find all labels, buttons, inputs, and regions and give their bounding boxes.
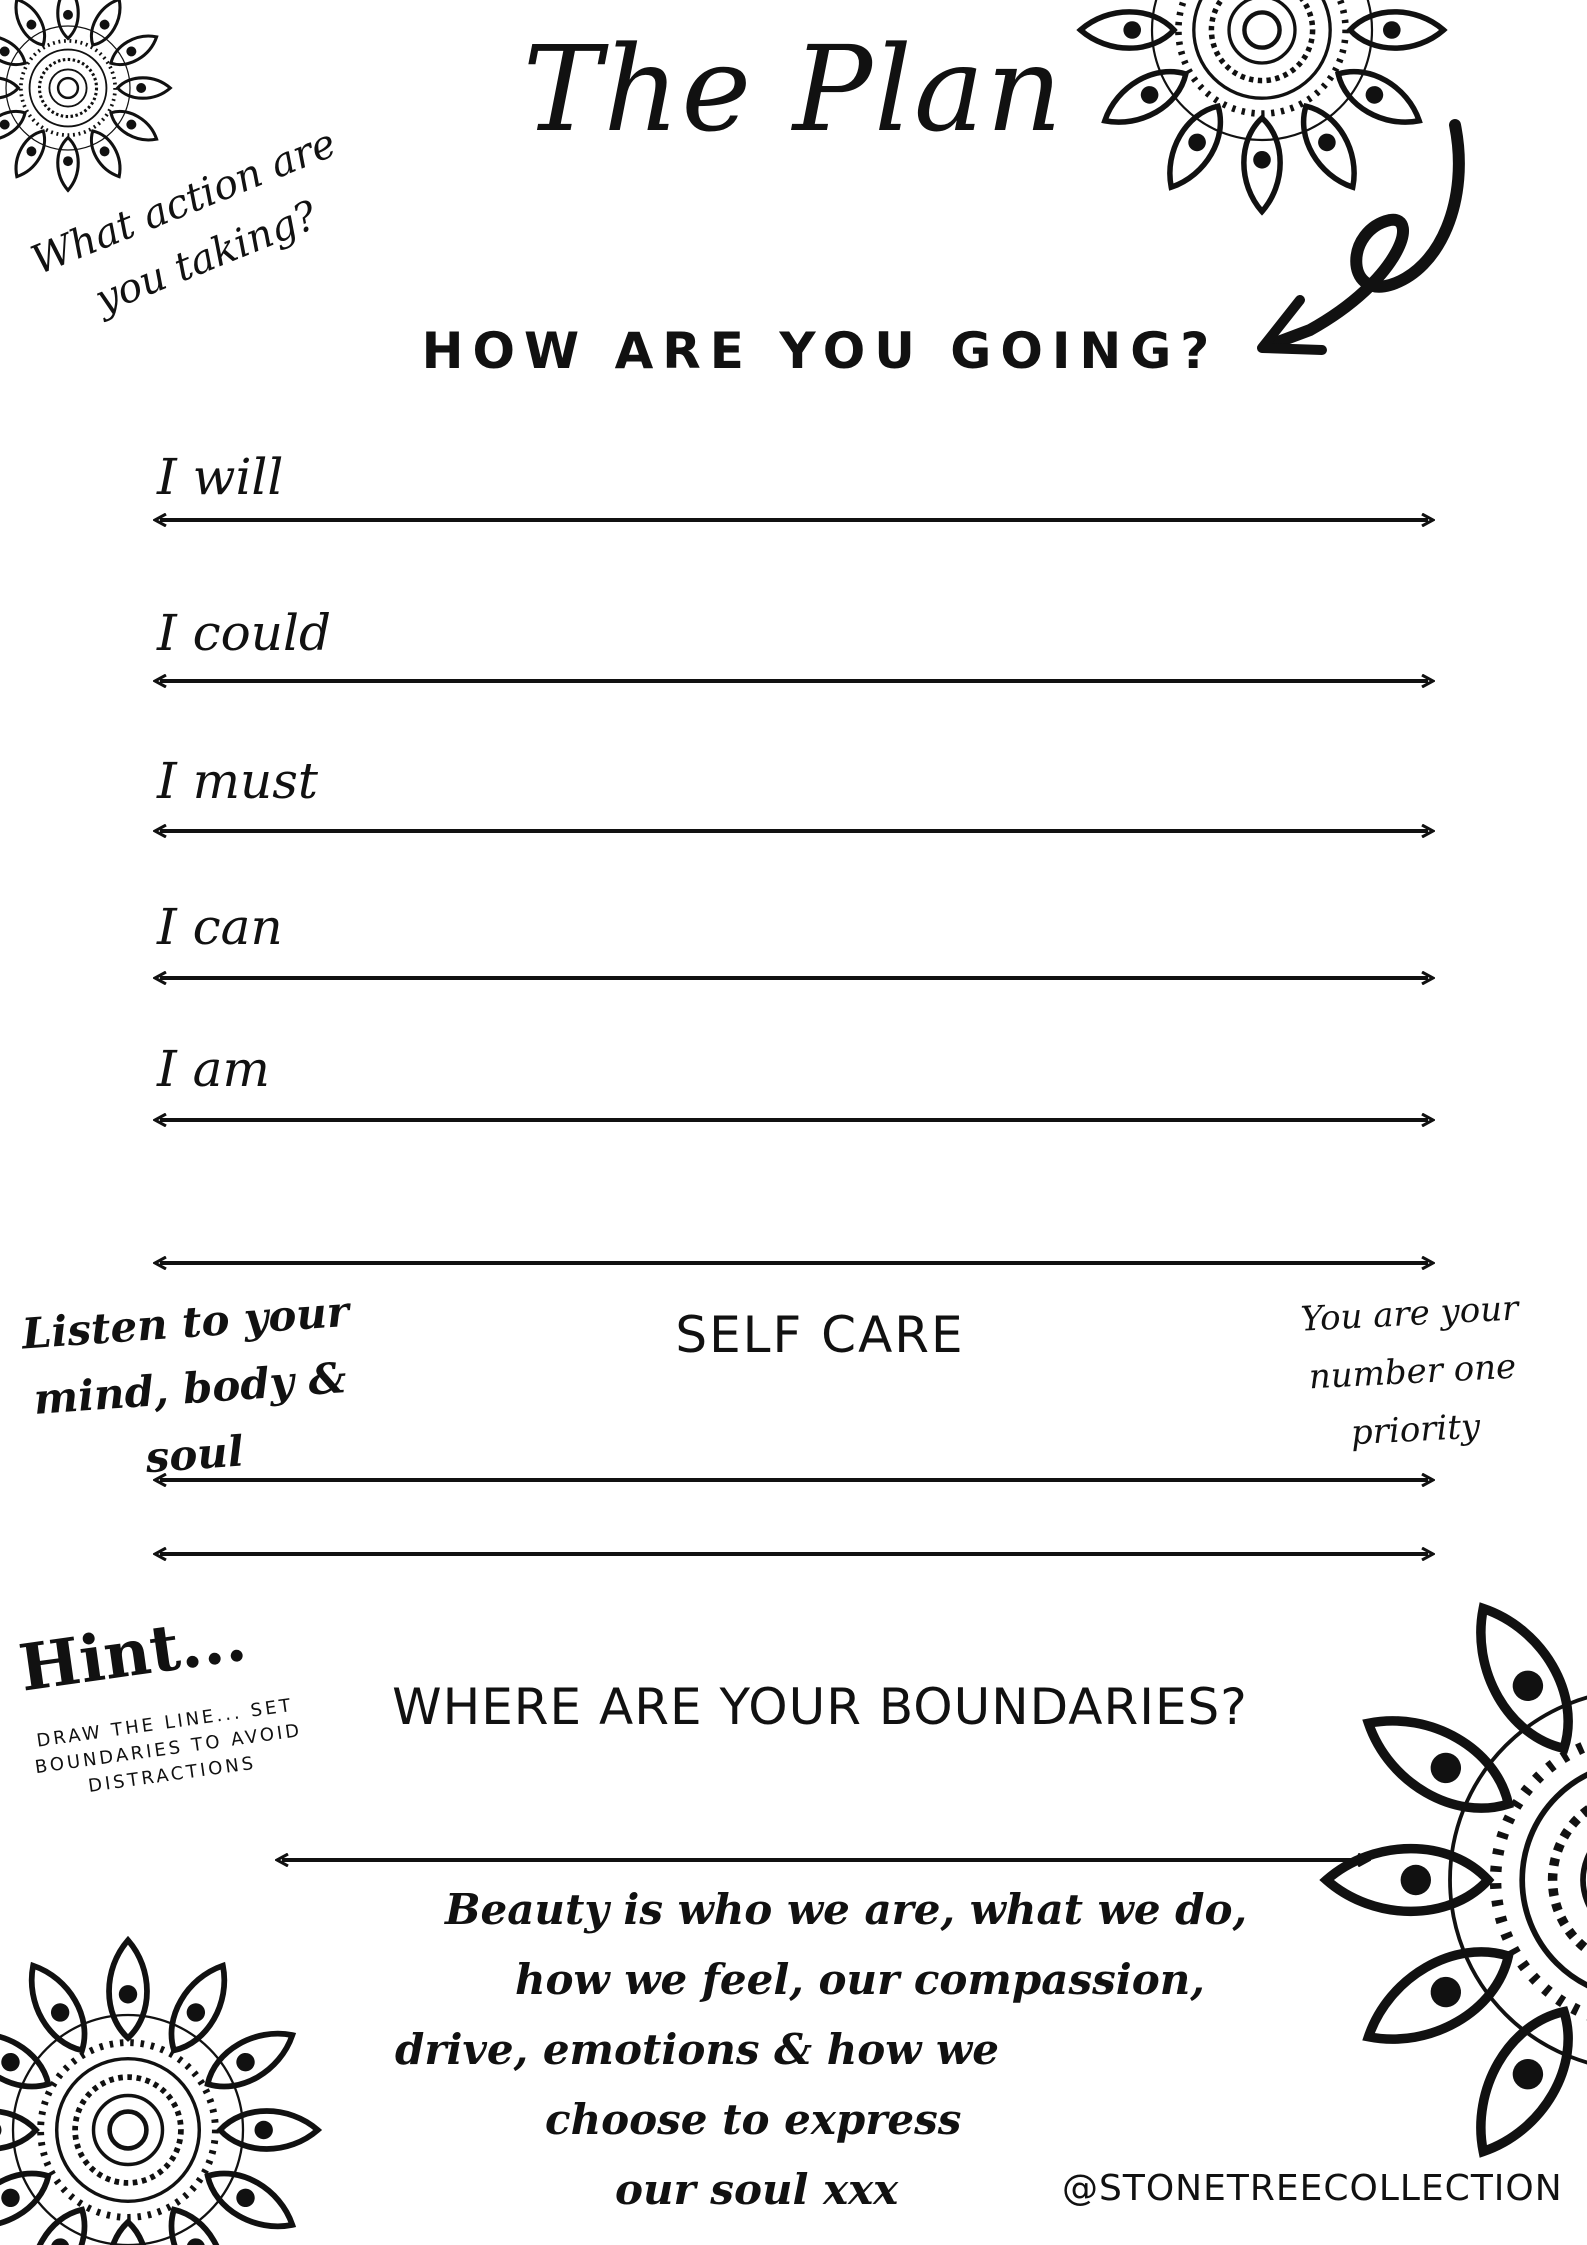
curved-arrow-icon: [1262, 125, 1459, 350]
hint-title: Hint...: [14, 1600, 251, 1707]
line-label-could: I could: [157, 604, 331, 662]
quote-line: drive, emotions & how we: [395, 2025, 999, 2074]
line-label-am: I am: [157, 1040, 270, 1098]
mandala-bottom-left-icon: [0, 1940, 318, 2245]
left-note: Listen to your mind, body & soul: [20, 1286, 351, 1483]
page-title: The Plan: [522, 20, 1065, 158]
hint-text: DRAW THE LINE... SET BOUNDARIES TO AVOID DISTRACTIONS: [33, 1694, 304, 1797]
quote: [395, 1875, 1248, 2225]
heading-boundaries: WHERE ARE YOUR BOUNDARIES?: [392, 1678, 1248, 1736]
top-note: What action are you taking?: [25, 120, 343, 324]
line-label-will: I will: [157, 448, 284, 506]
line-label-must: I must: [157, 752, 319, 810]
heading-self-care: SELF CARE: [675, 1306, 965, 1364]
quote-line: our soul xxx: [615, 2165, 899, 2214]
quote-line: Beauty is who we are, what we do,: [445, 1885, 1248, 1934]
brand-handle: @STONETREECOLLECTION: [1062, 2168, 1563, 2209]
quote-line: how we feel, our compassion,: [515, 1955, 1205, 2004]
heading-how-are-you-going: HOW ARE YOU GOING?: [421, 322, 1219, 380]
quote-line: choose to express: [545, 2095, 962, 2144]
mandala-bottom-right-icon: [1327, 1567, 1587, 2194]
right-note: You are your number one priority: [1299, 1288, 1520, 1454]
line-label-can: I can: [157, 898, 283, 956]
